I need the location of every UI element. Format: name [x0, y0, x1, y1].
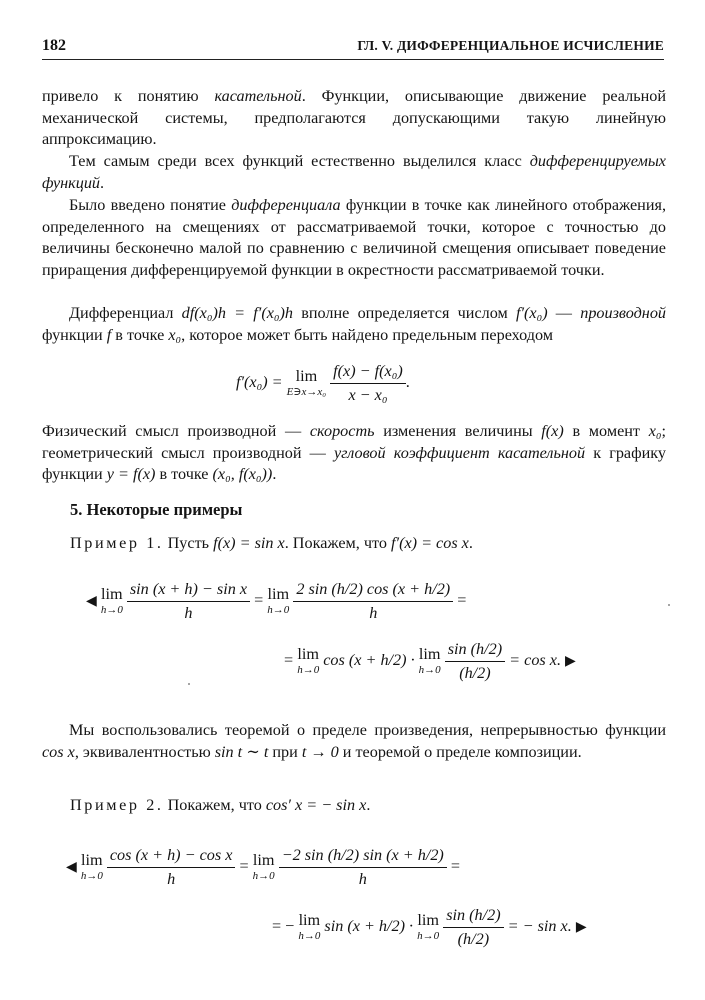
numerator: cos (x + h) − cos x	[109, 846, 233, 864]
paragraph-4	[42, 303, 666, 346]
limit-operator	[101, 586, 123, 618]
header-rule	[42, 59, 664, 60]
lim-subscript: h→0	[80, 869, 103, 882]
text: изменения величины	[374, 422, 542, 440]
math: f	[106, 325, 112, 344]
numerator: sin (x + h) − sin x	[129, 580, 248, 598]
emphasis-velocity: скорость	[309, 422, 375, 440]
math: sin (x + h/2) ·	[324, 917, 414, 936]
emphasis-tangent: касательной	[214, 87, 302, 105]
lim-text: lim	[101, 584, 123, 603]
denominator: h	[107, 867, 236, 889]
text: функции	[42, 325, 107, 344]
equation-derivative-definition	[236, 362, 410, 405]
lim-text: lim	[417, 910, 439, 929]
text: —	[547, 304, 581, 322]
emphasis-slope: угловой коэффициент касательной	[333, 443, 586, 462]
math: f′(x) = cos x	[391, 534, 469, 552]
proof-end-marker: ▶	[575, 920, 587, 936]
page-number: 182	[42, 37, 66, 54]
math: y = f(x)	[106, 465, 156, 483]
text: .	[366, 796, 371, 814]
equals: = −	[272, 917, 295, 936]
equation-sin-derivative-line-1	[86, 580, 466, 623]
denominator: h	[127, 601, 250, 623]
paragraph-2	[42, 151, 666, 194]
text: . Покажем, что	[284, 534, 392, 552]
equals: =	[284, 651, 294, 670]
proof-start-marker: ◀	[66, 860, 77, 876]
page-header	[42, 37, 664, 57]
fraction	[293, 580, 453, 623]
fraction	[445, 640, 505, 683]
example-label: Пример 2.	[70, 796, 164, 814]
lim-text: lim	[418, 644, 441, 663]
lim-subscript: h→0	[298, 929, 321, 942]
lim-subscript: h→0	[418, 663, 441, 676]
paragraph-5	[42, 421, 666, 486]
lim-text: lim	[81, 850, 103, 869]
print-speck	[188, 683, 190, 685]
text: Физический смысл производной —	[42, 422, 310, 440]
lim-text: lim	[295, 366, 318, 385]
text: .	[468, 534, 473, 552]
limit-operator	[267, 586, 289, 618]
lim-text: lim	[298, 910, 321, 929]
text: к графику функции	[42, 443, 666, 483]
numerator: 2 sin (h/2) cos (x + h/2)	[296, 580, 451, 598]
equals: =	[254, 591, 264, 610]
lim-text: lim	[252, 850, 275, 869]
limit-operator	[253, 852, 275, 884]
period: .	[405, 373, 410, 392]
lim-subscript: h→0	[267, 603, 290, 616]
denominator: x − x₀	[330, 383, 406, 405]
lim-text: lim	[267, 584, 290, 603]
numerator: f(x) − f(x₀)	[333, 362, 403, 380]
text: Пусть	[163, 534, 214, 552]
emphasis-derivative: производной	[580, 304, 667, 322]
limit-operator	[297, 646, 319, 678]
fraction	[443, 906, 503, 949]
limit-operator	[417, 912, 439, 944]
text: в точке	[155, 465, 213, 483]
print-speck	[668, 604, 670, 606]
lim-text: lim	[297, 644, 319, 663]
example-label: Пример 1.	[70, 534, 164, 552]
equation-sin-derivative-line-2	[284, 640, 576, 683]
lim-subscript: h→0	[100, 603, 123, 616]
equation-cos-derivative-line-1	[66, 846, 460, 889]
math: f′(x₀)	[515, 304, 548, 322]
lim-subscript: h→0	[252, 869, 275, 882]
equals: =	[239, 857, 249, 876]
text: Покажем, что	[163, 796, 266, 814]
emphasis-differential: дифференциала	[231, 196, 341, 214]
text: при	[268, 742, 302, 761]
proof-end-marker: ▶	[565, 654, 576, 670]
text: Было введено понятие	[69, 196, 232, 214]
text: в точке	[111, 325, 169, 344]
math: sin t ∼ t	[214, 742, 269, 761]
math: x₀	[168, 325, 182, 344]
math: f(x)	[541, 422, 564, 440]
math: cos x	[42, 742, 75, 761]
math: cos′ x = − sin x	[265, 796, 367, 814]
limit-operator	[81, 852, 103, 884]
equals: =	[450, 857, 460, 876]
example-1-statement	[70, 534, 473, 553]
equals: =	[457, 591, 467, 610]
fraction	[330, 362, 406, 405]
denominator: h	[279, 867, 447, 889]
limit-operator	[287, 368, 326, 400]
text: , которое может быть найдено предельным переходом	[181, 325, 554, 344]
text: привело к понятию	[42, 87, 215, 105]
text: .	[272, 465, 277, 483]
text: и теоремой о пределе композиции.	[338, 742, 582, 761]
limit-operator	[298, 912, 320, 944]
denominator: (h/2)	[445, 661, 505, 683]
limit-operator	[419, 646, 441, 678]
math: cos (x + h/2) ·	[323, 651, 415, 670]
text: Мы воспользовались теоремой о пределе произведения, непрерывностью функции	[69, 721, 666, 739]
text: , эквивалентностью	[74, 742, 215, 761]
text: вполне определяется числом	[293, 304, 516, 322]
section-heading: 5. Некоторые примеры	[70, 500, 243, 519]
text: . Функции, описывающие движение реальной механической системы, предполагаются допускающими такую линейную аппроксимацию.	[42, 87, 666, 148]
lim-subscript: h→0	[297, 663, 320, 676]
denominator: h	[293, 601, 453, 623]
math: = cos x.	[509, 651, 561, 670]
running-head: ГЛ. V. ДИФФЕРЕНЦИАЛЬНОЕ ИСЧИСЛЕНИЕ	[357, 38, 664, 53]
fraction	[107, 846, 236, 889]
numerator: −2 sin (h/2) sin (x + h/2)	[281, 846, 444, 864]
fraction	[279, 846, 447, 889]
denominator: (h/2)	[443, 927, 503, 949]
math: f(x) = sin x	[213, 534, 285, 552]
paragraph-1	[42, 86, 666, 151]
text: в момент	[563, 422, 649, 440]
emphasis-differentiable: дифференцируемых функций	[42, 152, 666, 192]
math: x₀	[648, 422, 662, 440]
math: = − sin x.	[507, 917, 572, 936]
paragraph-6	[42, 720, 666, 763]
text: .	[100, 173, 105, 192]
proof-start-marker: ◀	[86, 594, 97, 610]
numerator: sin (h/2)	[446, 906, 501, 924]
fraction	[127, 580, 250, 623]
math: t → 0	[301, 742, 339, 761]
math: f′(x₀) =	[236, 373, 283, 392]
text: функции в точке как линейного отображения, определенного на смещениях от рассматриваемой точки, которое с точностью до величины бесконечно малой по сравнению с величиной смещения описывает поведение приращения дифференцируемой функции в окрестности рассматриваемой точки.	[42, 196, 666, 279]
numerator: sin (h/2)	[447, 640, 503, 658]
lim-subscript: E∋x→x₀	[286, 385, 327, 398]
example-2-statement	[70, 796, 370, 815]
text: Тем самым среди всех функций естественно выделился класс	[69, 152, 530, 170]
text: Дифференциал	[69, 304, 182, 322]
lim-subscript: h→0	[417, 929, 440, 942]
paragraph-3	[42, 195, 666, 281]
math: df(x₀)h = f′(x₀)h	[181, 304, 294, 322]
math: (x₀, f(x₀))	[212, 465, 273, 483]
text: ; геометрический смысл производной —	[42, 422, 666, 462]
equation-cos-derivative-line-2	[272, 906, 587, 949]
